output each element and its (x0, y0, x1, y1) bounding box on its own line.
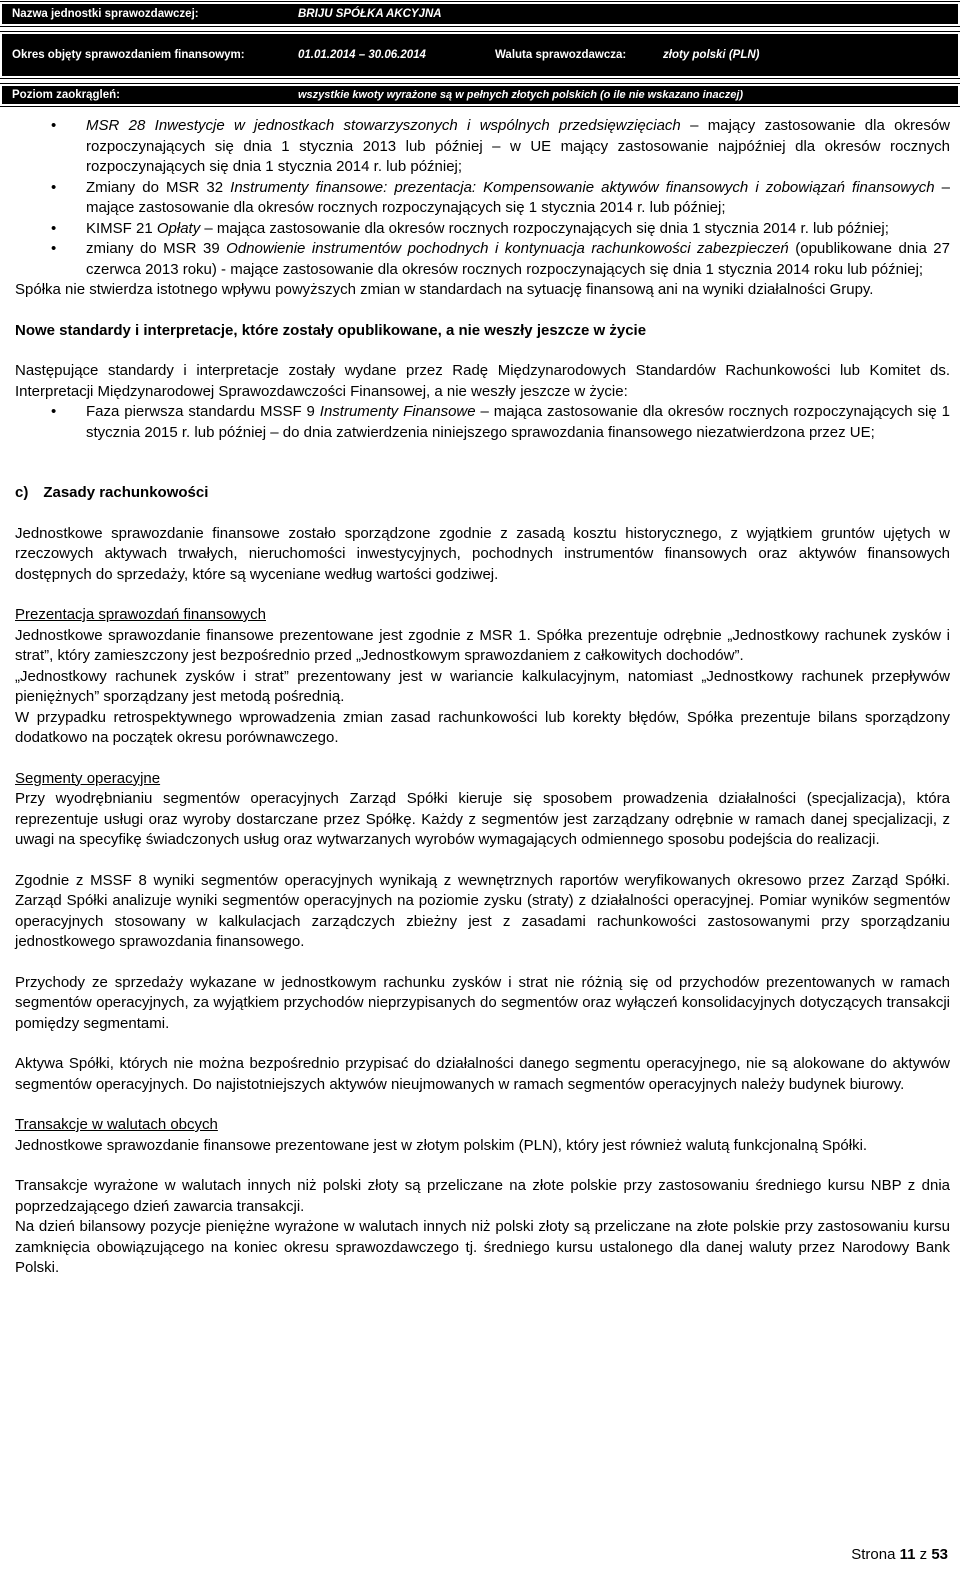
currency-value: złoty polski (PLN) (663, 49, 760, 61)
period-label: Okres objęty sprawozdaniem finansowym: (12, 49, 245, 61)
standards-list-applied (15, 116, 950, 280)
heading-new-standards: Nowe standardy i interpretacje, które zostały opublikowane, a nie weszły jeszcze w życie (15, 321, 647, 339)
rounding-value: wszystkie kwoty wyrażone są w pełnych złotych polskich (o ile nie wskazano inaczej) (298, 89, 744, 101)
list-item: • MSR 28 Inwestycje w jednostkach stowarzyszonych i wspólnych przedsięwzięciach – mający zastosowanie dla okresów rozpoczynających się dnia 1 stycznia 2013 lub później – w UE mający zastosowanie najpóźniej dla okresów rocznych rozpoczynających się dnia 1 stycznia 2014 r. lub później; (15, 116, 950, 178)
heading-accounting-principles: c) Zasady rachunkowości (15, 484, 209, 501)
paragraph-segments-4: Aktywa Spółki, których nie można bezpośrednio przypisać do działalności danego segmentu operacyjnego, nie są alokowane do aktywów segmentów operacyjnych. Do najistotniejszych aktywów nieujmowanych w ramach segmentów operacyjnych należy budynek biurowy. (15, 1055, 950, 1093)
document-body (15, 116, 950, 1279)
paragraph-presentation-1: Jednostkowe sprawozdanie finansowe prezentowane jest zgodnie z MSR 1. Spółka prezentuje odrębnie „Jednostkowy rachunek zysków i strat”, który zamieszczony jest bezpośrednio przed „Jednostkowym sprawozdaniem z całkowitych dochodów”. (15, 626, 950, 664)
page-number: Strona 11 z 53 (851, 1546, 948, 1563)
header-period-row (0, 32, 960, 78)
list-item: • Faza pierwsza standardu MSSF 9 Instrumenty Finansowe – mająca zastosowanie dla okresów rocznych rozpoczynających się 1 stycznia 2015 r. lub później – do dnia zatwierdzenia niniejszego sprawozdania finansowego niezatwierdzona przez UE; (15, 402, 950, 443)
paragraph-accounting-basis: Jednostkowe sprawozdanie finansowe zostało sporządzone zgodnie z zasadą kosztu historycznego, z wyjątkiem gruntów ujętych w rzeczowych aktywach trwałych, nieruchomości inwestycyjnych, pochodnych instrumentów finansowych oraz aktywów finansowych dostępnych do sprzedaży, które są wyceniane według wartości godziwej. (15, 524, 950, 583)
list-item: • Zmiany do MSR 32 Instrumenty finansowe: prezentacja: Kompensowanie aktywów finansowych i zobowiązań finansowych – mające zastosowanie dla okresów rocznych rozpoczynających się 1 stycznia 2014 r. lub później; (15, 178, 950, 219)
rounding-label: Poziom zaokrągleń: (12, 89, 120, 101)
heading-foreign-currency: Transakcje w walutach obcych (15, 1116, 218, 1133)
heading-presentation: Prezentacja sprawozdań finansowych (15, 606, 266, 623)
paragraph-presentation-2: „Jednostkowy rachunek zysków i strat” prezentowany jest w wariancie kalkulacyjnym, natomiast „Jednostkowy rachunek przepływów pieniężnych” sporządzany jest metodą pośrednią. (15, 667, 950, 705)
heading-segments: Segmenty operacyjne (15, 769, 161, 787)
paragraph-segments-1: Przy wyodrębnianiu segmentów operacyjnych Zarząd Spółki kieruje się sposobem prowadzenia działalności (specjalizacja), która reprezentuje usługi oraz wyroby dostarczane przez Spółkę. Każdy z segmentów jest zarządzany odrębnie w ramach danej specjalizacji, z uwagi na specyfikę świadczonych usług oraz wytwarzanych wyrobów wymagających odmiennego sposobu podejścia do realizacji. (15, 790, 950, 848)
paragraph-no-impact: Spółka nie stwierdza istotnego wpływu powyższych zmian w standardach na sytuację finansową ani na wyniki działalności Grupy. (15, 281, 874, 298)
paragraph-segments-3: Przychody ze sprzedaży wykazane w jednostkowym rachunku zysków i strat nie różnią się od przychodów prezentowanych w ramach segmentów operacyjnych, za wyjątkiem przychodów nieprzypisanych do segmentów oraz wyłączeń konsolidacyjnych dotyczących transakcji pomiędzy segmentami. (15, 973, 950, 1032)
list-item: • KIMSF 21 Opłaty – mająca zastosowanie dla okresów rocznych rozpoczynających się dnia 1 stycznia 2014 r. lub później; (15, 219, 950, 240)
list-item: • zmiany do MSR 39 Odnowienie instrumentów pochodnych i kontynuacja rachunkowości zabezpieczeń (opublikowane dnia 27 czerwca 2013 roku) - mające zastosowanie dla okresów rocznych rozpoczynających się dnia 1 stycznia 2014 roku lub później; (15, 239, 950, 280)
standards-list-pending (15, 402, 950, 443)
entity-label: Nazwa jednostki sprawozdawczej: (12, 8, 199, 20)
paragraph-new-standards: Następujące standardy i interpretacje zostały wydane przez Radę Międzynarodowych Standardów Rachunkowości lub Komitet ds. Interpretacji Międzynarodowej Sprawozdawczości Finansowej, a nie weszły jeszcze w życie: (15, 362, 950, 400)
currency-label: Waluta sprawozdawcza: (495, 49, 627, 61)
paragraph-fx-2: Transakcje wyrażone w walutach innych niż polski złoty są przeliczane na złote polskie przy zastosowaniu średniego kursu NBP z dnia poprzedzającego dzień zawarcia transakcji. (15, 1177, 950, 1215)
period-value: 01.01.2014 – 30.06.2014 (298, 49, 426, 61)
paragraph-segments-2: Zgodnie z MSSF 8 wyniki segmentów operacyjnych wynikają z wewnętrznych raportów weryfikowanych okresowo przez Zarząd Spółki. Zarząd Spółki analizuje wyniki segmentów operacyjnych na poziomie zysku (straty) z działalności operacyjnej. Pomiar wyników segmentów operacyjnych stosowany w kalkulacjach zarządczych zbieżny jest z zasadami rachunkowości zastosowanymi przy sporządzaniu jednostkowego sprawozdania finansowego. (15, 871, 950, 950)
header-entity-row (0, 2, 960, 26)
paragraph-fx-1: Jednostkowe sprawozdanie finansowe prezentowane jest w złotym polskim (PLN), który jest również walutą funkcjonalną Spółki. (15, 1136, 868, 1154)
paragraph-presentation-3: W przypadku retrospektywnego wprowadzenia zmian zasad rachunkowości lub korekty błędów, Spółka prezentuje bilans sporządzony dodatkowo na początek okresu porównawczego. (15, 708, 950, 746)
entity-value: BRIJU SPÓŁKA AKCYJNA (298, 8, 442, 20)
header-rounding-row (0, 84, 960, 106)
paragraph-fx-3: Na dzień bilansowy pozycje pieniężne wyrażone w walutach innych niż polski złoty są przeliczane na złote polskie przy zastosowaniu kursu zamknięcia obowiązującego na koniec okresu sprawozdawczego tj. średniego kursu ustalonego dla danej waluty przez Narodowy Bank Polski. (15, 1218, 950, 1276)
